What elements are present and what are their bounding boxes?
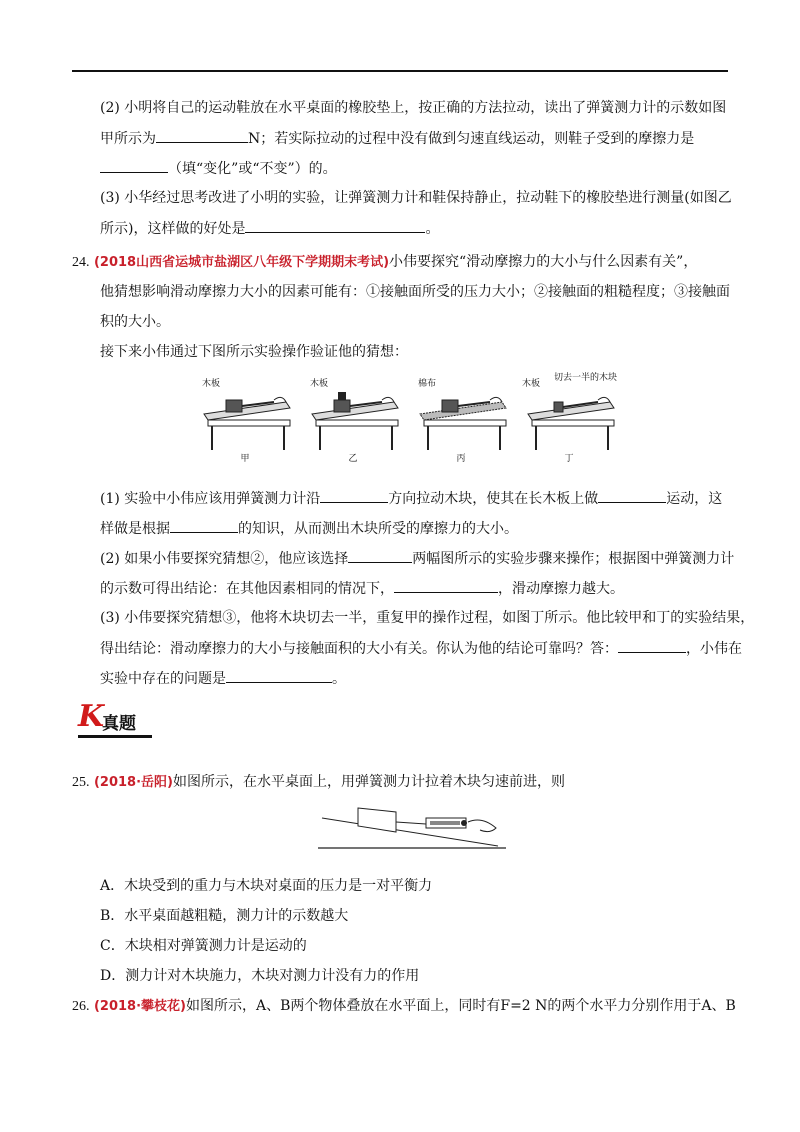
answer-blank[interactable] xyxy=(100,158,168,173)
q26-stem: 26. (2018·攀枝花)如图所示，A、B两个物体叠放在水平面上，同时有F=2 N的两个水平力分别作用于A、B xyxy=(72,998,736,1014)
q25-option-b[interactable]: B．水平桌面越粗糙，测力计的示数越大 xyxy=(100,908,349,924)
question-source: (2018·攀枝花) xyxy=(93,999,186,1014)
q24-part3-line1: (3) 小伟要探究猜想③，他将木块切去一半，重复甲的操作过程，如图丁所示。他比较甲和丁的实验结果， xyxy=(100,610,755,626)
section-logo-k: K xyxy=(78,699,105,734)
q24-line2: 他猜想影响滑动摩擦力大小的因素可能有：①接触面所受的压力大小；②接触面的粗糙程度；③接触面 xyxy=(100,284,730,300)
answer-blank[interactable] xyxy=(320,488,388,503)
question-source: (2018山西省运城市盐湖区八年级下学期期末考试) xyxy=(93,255,390,270)
q24-part3-line2: 得出结论：滑动摩擦力的大小与接触面积的大小有关。你认为他的结论可靠吗？答： ，小伟在 xyxy=(100,638,742,659)
figure-label: 木板 xyxy=(310,379,329,389)
q25-option-d[interactable]: D．测力计对木块施力，木块对测力计没有力的作用 xyxy=(100,968,420,984)
q23-part3-line1: (3) 小华经过思考改进了小明的实验，让弹簧测力计和鞋保持静止，拉动鞋下的橡胶垫进行测量(如图乙 xyxy=(100,190,732,206)
figure-caption: 乙 xyxy=(348,454,358,464)
figure-jia xyxy=(196,372,294,464)
q23-part3-line2: 所示)，这样做的好处是 。 xyxy=(100,218,439,239)
spring-scale-diagram xyxy=(318,800,508,854)
q24-part1-line1: (1) 实验中小伟应该用弹簧测力计沿 方向拉动木块，使其在长木板上做 运动，这 xyxy=(100,488,722,509)
figure-label: 木板 xyxy=(522,379,541,389)
section-header xyxy=(78,699,152,737)
top-rule xyxy=(72,70,728,72)
question-number: 25. xyxy=(72,775,90,790)
question-number: 24. xyxy=(72,255,90,270)
figure-label: 棉布 xyxy=(418,379,437,389)
q23-part2-line2: 甲所示为 N；若实际拉动的过程中没有做到匀速直线运动，则鞋子受到的摩擦力是 xyxy=(100,128,694,149)
answer-blank[interactable] xyxy=(226,668,332,683)
figure-caption: 丙 xyxy=(456,454,466,464)
q24-line4: 接下来小伟通过下图所示实验操作验证他的猜想： xyxy=(100,344,408,360)
q24-part2-line1: (2) 如果小伟要探究猜想②，他应该选择 两幅图所示的实验步骤来操作；根据图中弹簧测力计 xyxy=(100,548,734,569)
answer-blank[interactable] xyxy=(348,548,412,563)
answer-blank[interactable] xyxy=(618,638,686,653)
answer-blank[interactable] xyxy=(156,128,248,143)
q25-option-a[interactable]: A．木块受到的重力与木块对桌面的压力是一对平衡力 xyxy=(100,878,433,894)
q25-figure xyxy=(318,800,508,854)
question-source: (2018·岳阳) xyxy=(93,775,173,790)
q24-line3: 积的大小。 xyxy=(100,314,170,330)
answer-blank[interactable] xyxy=(598,488,666,503)
answer-blank[interactable] xyxy=(394,578,498,593)
figure-label: 木板 xyxy=(202,379,221,389)
figure-yi xyxy=(304,372,402,464)
q25-stem: 25. (2018·岳阳)如图所示，在水平桌面上，用弹簧测力计拉着木块匀速前进，则 xyxy=(72,774,565,790)
q24-line1: 24. (2018山西省运城市盐湖区八年级下学期期末考试)小伟要探究“滑动摩擦力的大小与什么因素有关”， xyxy=(72,254,698,270)
figure-label-half-block: 切去一半的木块 xyxy=(554,373,618,383)
figure-ding xyxy=(520,372,618,464)
answer-blank[interactable] xyxy=(170,518,238,533)
figure-caption: 甲 xyxy=(240,454,250,464)
question-number: 26. xyxy=(72,999,90,1014)
q23-part2-line3: （填“变化”或“不变”）的。 xyxy=(100,158,337,179)
section-underline xyxy=(78,735,152,738)
q24-part2-line2: 的示数可得出结论：在其他因素相同的情况下， ，滑动摩擦力越大。 xyxy=(100,578,624,599)
q25-option-c[interactable]: C．木块相对弹簧测力计是运动的 xyxy=(100,938,307,954)
q24-part1-line2: 样做是根据 的知识，从而测出木块所受的摩擦力的大小。 xyxy=(100,518,518,539)
answer-blank[interactable] xyxy=(245,218,425,233)
figure-caption: 丁 xyxy=(564,454,574,464)
experiment-figures xyxy=(196,372,616,464)
q24-part3-line3: 实验中存在的问题是 。 xyxy=(100,668,346,689)
section-title: 真题 xyxy=(102,714,136,734)
figure-bing xyxy=(412,372,510,464)
q23-part2-line1: (2) 小明将自己的运动鞋放在水平桌面的橡胶垫上，按正确的方法拉动，读出了弹簧测力计的示数如图 xyxy=(100,100,727,116)
